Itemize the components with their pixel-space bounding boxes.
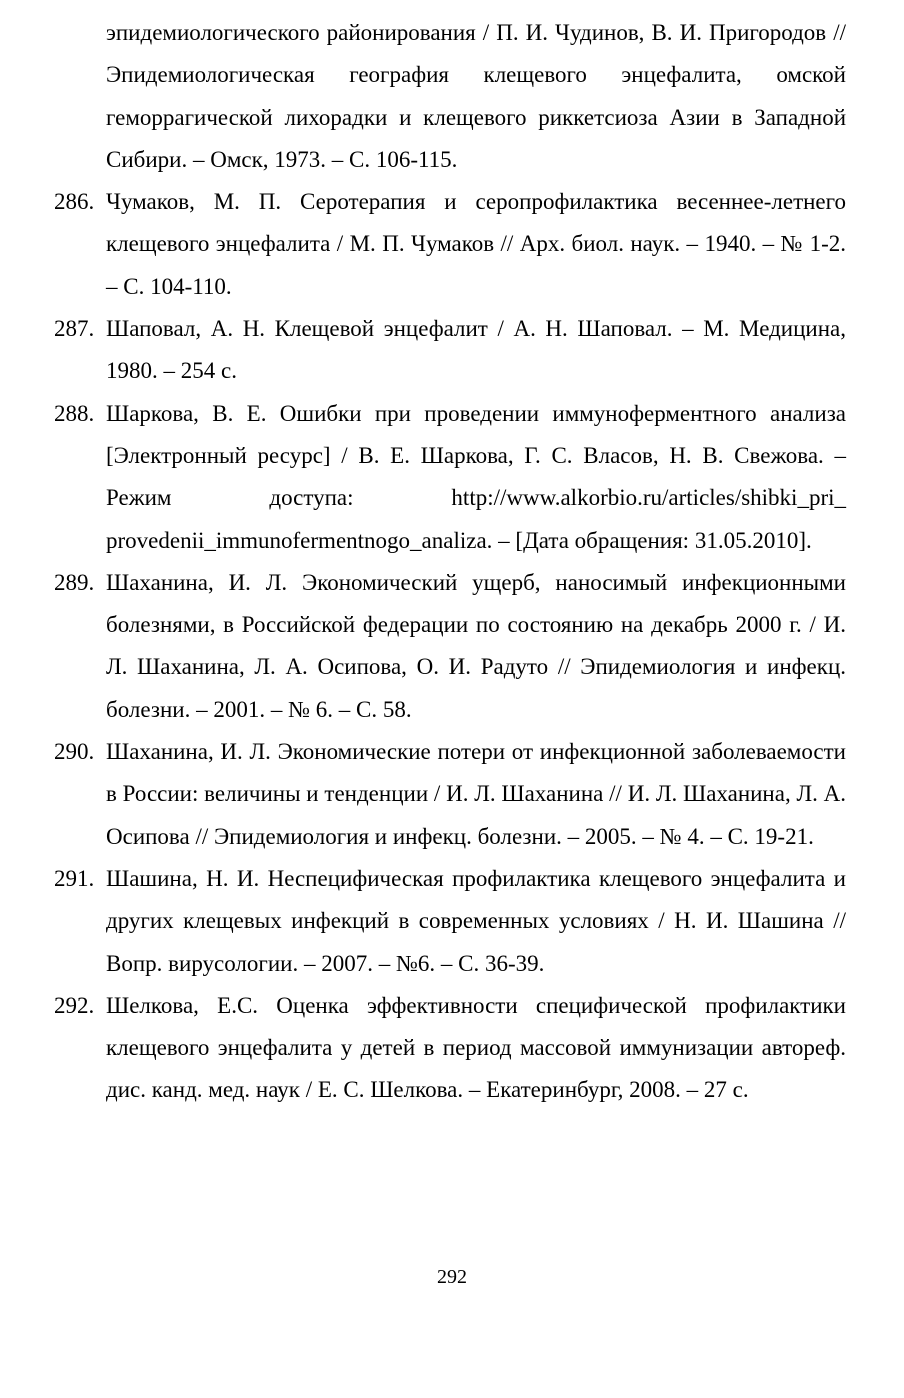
bibliography-list [0,12,904,1112]
bibliography-entry-286 [54,181,846,308]
entry-text: эпидемиологического районирования / П. И. Чудинов, В. И. Пригородов // Эпидемиологическая география клещевого энцефалита, омской геморрагической лихорадки и клещевого риккетсиоза Азии в Западной Сибири. – Омск, 1973. – С. 106-115. [106,20,846,172]
entry-text: Шелкова, Е.С. Оценка эффективности специфической профилактики клещевого энцефалита у детей в период массовой иммунизации автореф. дис. канд. мед. наук / Е. С. Шелкова. – Екатеринбург, 2008. – 27 с. [106,992,846,1103]
entry-text: Шаханина, И. Л. Экономические потери от инфекционной заболеваемости в России: величины и тенденции / И. Л. Шаханина // И. Л. Шаханина, Л. А. Осипова // Эпидемиология и инфекц. болезни. – 2005. – № 4. – С. 19-21. [106,739,846,849]
entry-number: 286. [54,189,95,215]
entry-number: 291. [54,865,95,891]
entry-number: 289. [54,569,95,595]
entry-number: 288. [54,400,95,426]
entry-number: 292. [54,992,95,1018]
bibliography-entry-288 [54,393,846,562]
entry-number: 287. [54,316,95,342]
page-number: 292 [437,1266,467,1288]
entry-text: Чумаков, М. П. Серотерапия и серопрофилактика весеннее-летнего клещевого энцефалита / М. П. Чумаков // Арх. биол. наук. – 1940. – № 1-2. – С. 104-110. [106,189,846,299]
bibliography-entry-292 [54,985,846,1112]
bibliography-entry-289 [54,562,846,731]
entry-text: Шаповал, А. Н. Клещевой энцефалит / А. Н. Шаповал. – М. Медицина, 1980. – 254 с. [106,316,846,384]
entry-number: 290. [54,739,95,765]
bibliography-entry-291 [54,858,846,985]
bibliography-entry-continuation [106,12,846,181]
entry-text: Шашина, Н. И. Неспецифическая профилактика клещевого энцефалита и других клещевых инфекций в современных условиях / Н. И. Шашина // Вопр. вирусологии. – 2007. – №6. – С. 36-39. [106,865,846,976]
bibliography-entry-290 [54,731,846,858]
entry-text: Шаркова, В. Е. Ошибки при проведении иммуноферментного анализа [Электронный ресурс] / В. Е. Шаркова, Г. С. Власов, Н. В. Свежова. – Режим доступа: http://www.alkorbio.ru/articles/shibki_pri_ provedenii_immunofermentnogo_analiza. – [Дата обращения: 31.05.2010]. [106,400,846,553]
bibliography-entry-287 [54,308,846,393]
entry-text: Шаханина, И. Л. Экономический ущерб, наносимый инфекционными болезнями, в Российской федерации по состоянию на декабрь 2000 г. / И. Л. Шаханина, Л. А. Осипова, О. И. Радуто // Эпидемиология и инфекц. болезни. – 2001. – № 6. – С. 58. [106,569,846,722]
